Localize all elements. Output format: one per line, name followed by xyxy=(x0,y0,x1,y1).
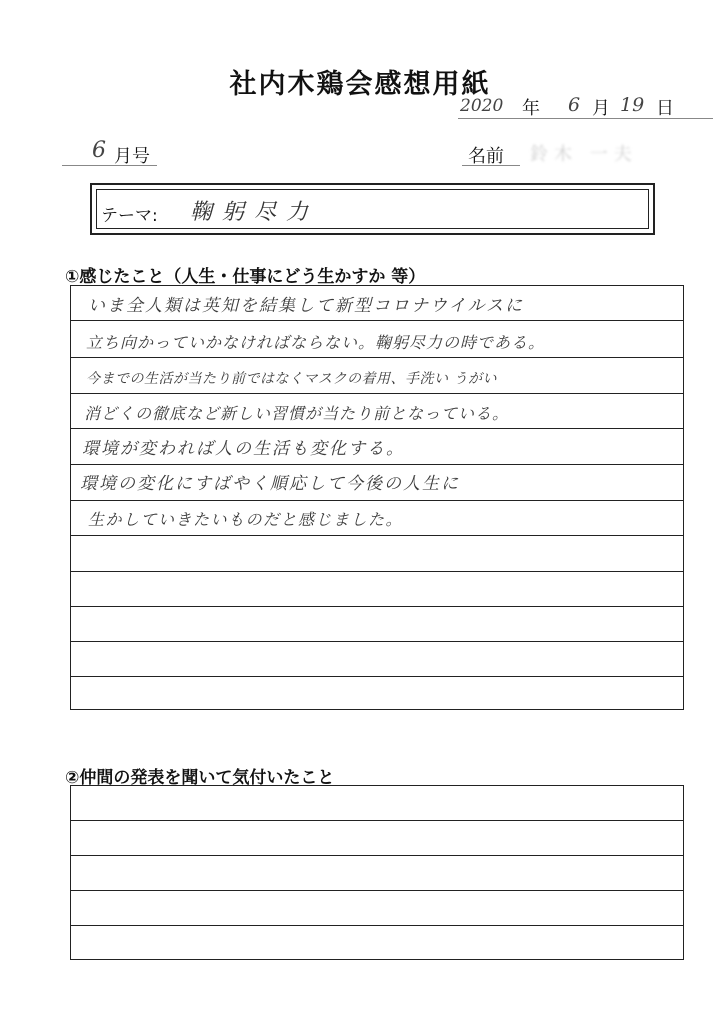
section1-title: ①感じたこと（人生・仕事にどう生かすか 等） xyxy=(65,267,426,287)
section2-rule xyxy=(70,855,684,856)
section1-rule xyxy=(70,320,684,321)
issue-month: 6 xyxy=(92,138,106,163)
date-month-unit: 月 xyxy=(592,98,610,119)
section1-line: 今までの生活が当たり前ではなくマスクの着用、手洗い うがい xyxy=(86,371,497,387)
section1-line: 環境が変われば人の生活も変化する。 xyxy=(82,439,405,459)
theme-label: テーマ: xyxy=(101,206,158,226)
date-row xyxy=(460,94,715,120)
issue-underline xyxy=(62,165,157,166)
section1-line: 生かしていきたいものだと感じました。 xyxy=(88,510,404,529)
date-month: 6 xyxy=(568,94,581,116)
section1-rule xyxy=(70,606,684,607)
theme-box-inner xyxy=(96,189,649,229)
section1-line: いま全人類は英知を結集して新型コロナウイルスに xyxy=(88,296,524,316)
section1-rule xyxy=(70,357,684,358)
section2-title: ②仲間の発表を聞いて気付いたこと xyxy=(65,768,335,788)
section1-line: 立ち向かっていかなければならない。鞠躬尽力の時である。 xyxy=(86,333,546,352)
section1-rule xyxy=(70,393,684,394)
section1-rule xyxy=(70,641,684,642)
section1-line: 環境の変化にすばやく順応して今後の人生に xyxy=(80,474,460,494)
issue-label: 月号 xyxy=(114,146,150,167)
theme-value: 鞠躬尽力 xyxy=(190,200,319,225)
section1-rule xyxy=(70,464,684,465)
section2-rule xyxy=(70,925,684,926)
section1-rule xyxy=(70,676,684,677)
date-day-unit: 日 xyxy=(656,98,674,119)
section1-rule xyxy=(70,535,684,536)
date-day: 19 xyxy=(620,94,645,116)
section1-rule xyxy=(70,500,684,501)
section1-rule xyxy=(70,571,684,572)
name-value-redacted: 鈴木 一夫 xyxy=(530,144,638,165)
section2-box xyxy=(70,785,684,960)
section1-line: 消どくの徹底など新しい習慣が当たり前となっている。 xyxy=(84,404,510,423)
date-year: 2020 xyxy=(460,96,504,116)
date-year-unit: 年 xyxy=(522,98,540,119)
name-label: 名前 xyxy=(468,146,504,167)
name-underline xyxy=(462,165,520,166)
section1-rule xyxy=(70,428,684,429)
section2-rule xyxy=(70,890,684,891)
section2-rule xyxy=(70,820,684,821)
date-underline xyxy=(458,118,713,119)
form-title: 社内木鶏会感想用紙 xyxy=(229,69,491,100)
